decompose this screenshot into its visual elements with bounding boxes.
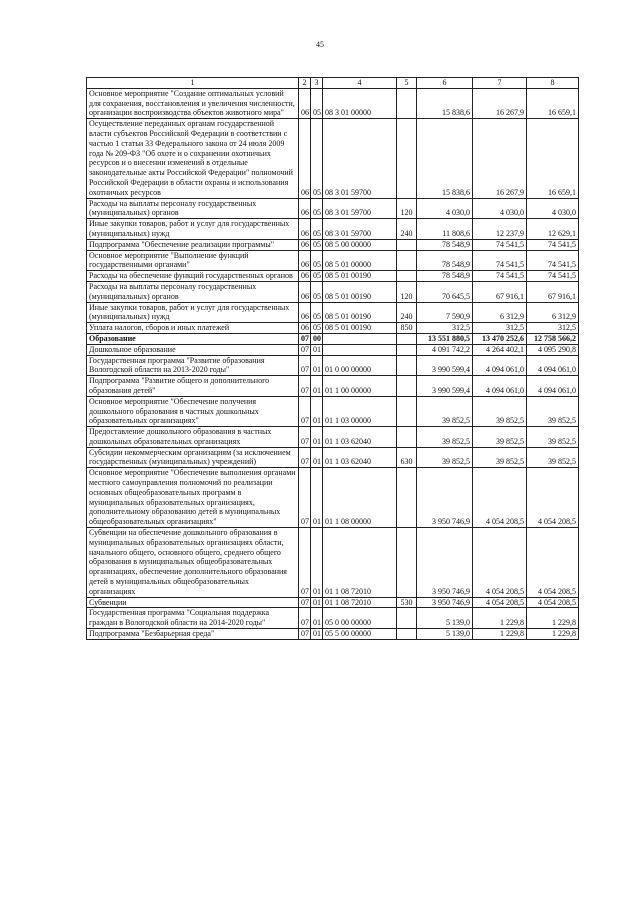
- subsection-code: 05: [311, 198, 323, 219]
- table-row: [87, 239, 579, 250]
- amount-col-8: 74 541,5: [527, 271, 579, 282]
- amount-col-6: 39 852,5: [417, 447, 473, 468]
- table-row: [87, 119, 579, 198]
- amount-col-8: 12 629,1: [527, 219, 579, 240]
- amount-col-8: 12 758 566,2: [527, 333, 579, 344]
- section-code: 06: [299, 302, 311, 323]
- target-article-code: 01 0 00 00000: [323, 355, 397, 376]
- amount-col-7: 74 541,5: [473, 271, 527, 282]
- target-article-code: [323, 333, 397, 344]
- target-article-code: 05 0 00 00000: [323, 608, 397, 629]
- target-article-code: 01 1 08 72010: [323, 528, 397, 598]
- amount-col-8: 16 659,1: [527, 119, 579, 198]
- expense-type-code: [397, 119, 417, 198]
- header-cell: 6: [417, 78, 473, 89]
- subsection-code: 05: [311, 281, 323, 302]
- expense-type-code: [397, 608, 417, 629]
- section-code: 06: [299, 250, 311, 271]
- subsection-code: 05: [311, 88, 323, 118]
- expense-type-code: 530: [397, 597, 417, 608]
- table-row: [87, 271, 579, 282]
- item-name: Основное мероприятие "Обеспечение выполнения органами местного самоуправления полномочий по реализации основных общеобразовательных программ в муниципальных образовательных организациях, дополнительному образованию детей в муниципальных общеобразовательных организациях": [87, 468, 299, 528]
- expense-type-code: [397, 271, 417, 282]
- amount-col-8: 4 054 208,5: [527, 468, 579, 528]
- amount-col-7: 312,5: [473, 323, 527, 334]
- expense-type-code: 240: [397, 219, 417, 240]
- item-name: Подпрограмма "Развитие общего и дополнительного образования детей": [87, 376, 299, 397]
- section-code: 07: [299, 355, 311, 376]
- subsection-code: 05: [311, 323, 323, 334]
- amount-col-6: 78 548,9: [417, 271, 473, 282]
- expense-type-code: [397, 468, 417, 528]
- amount-col-8: 6 312,9: [527, 302, 579, 323]
- expense-type-code: [397, 427, 417, 448]
- table-row: [87, 355, 579, 376]
- amount-col-8: 312,5: [527, 323, 579, 334]
- subsection-code: 01: [311, 396, 323, 426]
- table-row: [87, 468, 579, 528]
- header-cell: 1: [87, 78, 299, 89]
- expense-type-code: 850: [397, 323, 417, 334]
- expense-type-code: [397, 250, 417, 271]
- table-row: [87, 323, 579, 334]
- amount-col-8: 74 541,5: [527, 239, 579, 250]
- section-code: 07: [299, 597, 311, 608]
- expense-type-code: [397, 344, 417, 355]
- subsection-code: 05: [311, 219, 323, 240]
- target-article-code: 08 5 01 00190: [323, 323, 397, 334]
- amount-col-6: 3 950 746,9: [417, 528, 473, 598]
- item-name: Основное мероприятие "Обеспечение получения дошкольного образования в частных дошкольных образовательных организациях": [87, 396, 299, 426]
- header-cell: 7: [473, 78, 527, 89]
- expense-type-code: [397, 333, 417, 344]
- amount-col-7: 16 267,9: [473, 119, 527, 198]
- target-article-code: 01 1 00 00000: [323, 376, 397, 397]
- amount-col-8: 39 852,5: [527, 427, 579, 448]
- section-code: 06: [299, 281, 311, 302]
- subsection-code: 05: [311, 119, 323, 198]
- section-code: 06: [299, 271, 311, 282]
- header-row: [87, 78, 579, 89]
- subsection-code: 00: [311, 333, 323, 344]
- amount-col-7: 4 094 061,0: [473, 376, 527, 397]
- target-article-code: 01 1 03 62040: [323, 427, 397, 448]
- item-name: Основное мероприятие "Создание оптимальных условий для сохранения, восстановления и увеличения численности, организации воспроизводства объектов животного мира": [87, 88, 299, 118]
- subsection-code: 01: [311, 528, 323, 598]
- amount-col-7: 4 264 402,1: [473, 344, 527, 355]
- item-name: Уплата налогов, сборов и иных платежей: [87, 323, 299, 334]
- amount-col-8: 39 852,5: [527, 447, 579, 468]
- section-code: 06: [299, 323, 311, 334]
- header-cell: 2: [299, 78, 311, 89]
- amount-col-6: 78 548,9: [417, 250, 473, 271]
- amount-col-6: 70 645,5: [417, 281, 473, 302]
- budget-table: [86, 77, 579, 640]
- amount-col-7: 4 030,0: [473, 198, 527, 219]
- amount-col-6: 3 950 746,9: [417, 597, 473, 608]
- table-row: [87, 629, 579, 640]
- amount-col-6: 3 950 746,9: [417, 468, 473, 528]
- amount-col-8: 4 054 208,5: [527, 597, 579, 608]
- item-name: Предоставление дошкольного образования в частных дошкольных образовательных организациях: [87, 427, 299, 448]
- target-article-code: [323, 344, 397, 355]
- target-article-code: 01 1 08 00000: [323, 468, 397, 528]
- target-article-code: 01 1 03 62040: [323, 447, 397, 468]
- table-row: [87, 447, 579, 468]
- section-code: 07: [299, 396, 311, 426]
- item-name: Подпрограмма "Обеспечение реализации программы": [87, 239, 299, 250]
- item-name: Иные закупки товаров, работ и услуг для государственных (муниципальных) нужд: [87, 219, 299, 240]
- item-name: Субвенции: [87, 597, 299, 608]
- amount-col-8: 74 541,5: [527, 250, 579, 271]
- item-name: Расходы на выплаты персоналу государственных (муниципальных) органов: [87, 281, 299, 302]
- section-code: 06: [299, 88, 311, 118]
- item-name: Расходы на выплаты персоналу государственных (муниципальных) органов: [87, 198, 299, 219]
- amount-col-8: 1 229,8: [527, 629, 579, 640]
- amount-col-8: 67 916,1: [527, 281, 579, 302]
- subsection-code: 01: [311, 629, 323, 640]
- amount-col-6: 39 852,5: [417, 427, 473, 448]
- target-article-code: 08 3 01 59700: [323, 198, 397, 219]
- amount-col-8: 4 030,0: [527, 198, 579, 219]
- expense-type-code: 120: [397, 281, 417, 302]
- page-number: 45: [316, 40, 324, 49]
- section-code: 07: [299, 344, 311, 355]
- item-name: Субвенции на обеспечение дошкольного образования в муниципальных образовательных организациях области, начального общего, основного общего, среднего общего образования в муниципальных общеобразовательных организациях, обеспечение дополнительного образования детей в муниципальных общеобразовательных организациях: [87, 528, 299, 598]
- amount-col-8: 4 094 061,0: [527, 355, 579, 376]
- amount-col-6: 4 030,0: [417, 198, 473, 219]
- amount-col-7: 4 054 208,5: [473, 528, 527, 598]
- amount-col-7: 67 916,1: [473, 281, 527, 302]
- subsection-code: 01: [311, 447, 323, 468]
- target-article-code: 08 3 01 00000: [323, 88, 397, 118]
- section-code: 06: [299, 119, 311, 198]
- expense-type-code: 630: [397, 447, 417, 468]
- table-row: [87, 344, 579, 355]
- expense-type-code: [397, 528, 417, 598]
- amount-col-6: 78 548,9: [417, 239, 473, 250]
- subsection-code: 05: [311, 302, 323, 323]
- section-code: 07: [299, 447, 311, 468]
- header-cell: 4: [323, 78, 397, 89]
- amount-col-7: 4 054 208,5: [473, 468, 527, 528]
- amount-col-6: 5 139,0: [417, 629, 473, 640]
- amount-col-8: 1 229,8: [527, 608, 579, 629]
- section-code: 07: [299, 427, 311, 448]
- table-body: [87, 88, 579, 639]
- amount-col-7: 4 054 208,5: [473, 597, 527, 608]
- subsection-code: 01: [311, 427, 323, 448]
- item-name: Дошкольное образование: [87, 344, 299, 355]
- table-row: [87, 198, 579, 219]
- amount-col-6: 3 990 599,4: [417, 376, 473, 397]
- table-row: [87, 597, 579, 608]
- item-name: Расходы на обеспечение функций государственных органов: [87, 271, 299, 282]
- amount-col-6: 4 091 742,2: [417, 344, 473, 355]
- expense-type-code: [397, 88, 417, 118]
- section-code: 06: [299, 239, 311, 250]
- target-article-code: 08 5 01 00000: [323, 250, 397, 271]
- subsection-code: 01: [311, 355, 323, 376]
- table-row: [87, 302, 579, 323]
- expense-type-code: [397, 376, 417, 397]
- table-row: [87, 396, 579, 426]
- expense-type-code: [397, 396, 417, 426]
- target-article-code: 01 1 03 00000: [323, 396, 397, 426]
- amount-col-7: 4 094 061,0: [473, 355, 527, 376]
- amount-col-6: 15 838,6: [417, 88, 473, 118]
- subsection-code: 01: [311, 344, 323, 355]
- amount-col-7: 12 237,9: [473, 219, 527, 240]
- subsection-code: 01: [311, 608, 323, 629]
- amount-col-7: 39 852,5: [473, 396, 527, 426]
- target-article-code: 08 5 01 00190: [323, 281, 397, 302]
- table-row: [87, 219, 579, 240]
- amount-col-6: 11 808,6: [417, 219, 473, 240]
- amount-col-7: 74 541,5: [473, 239, 527, 250]
- item-name: Образование: [87, 333, 299, 344]
- table-row: [87, 376, 579, 397]
- amount-col-7: 39 852,5: [473, 447, 527, 468]
- expense-type-code: 240: [397, 302, 417, 323]
- amount-col-7: 16 267,9: [473, 88, 527, 118]
- item-name: Субсидии некоммерческим организациям (за исключением государственных (муниципальных) учреждений): [87, 447, 299, 468]
- item-name: Основное мероприятие "Выполнение функций государственными органами": [87, 250, 299, 271]
- amount-col-7: 39 852,5: [473, 427, 527, 448]
- target-article-code: 08 5 00 00000: [323, 239, 397, 250]
- target-article-code: 08 3 01 59700: [323, 119, 397, 198]
- header-cell: 8: [527, 78, 579, 89]
- subsection-code: 05: [311, 239, 323, 250]
- header-cell: 3: [311, 78, 323, 89]
- item-name: Осуществление переданных органам государственной власти субъектов Российской Федерации в соответствии с частью 1 статьи 33 Федерального закона от 24 июля 2009 года № 209-ФЗ "Об охоте и о сохранении охотничьих ресурсов и о внесении изменений в отдельные законодательные акты Российской Федерации" полномочий Российской Федерации в области охраны и использования охотничьих ресурсов: [87, 119, 299, 198]
- table-row: [87, 528, 579, 598]
- target-article-code: 08 5 01 00190: [323, 302, 397, 323]
- item-name: Государственная программа "Социальная поддержка граждан в Вологодской области на 2014-2020 годы": [87, 608, 299, 629]
- target-article-code: 05 5 00 00000: [323, 629, 397, 640]
- section-code: 07: [299, 528, 311, 598]
- table-row: [87, 281, 579, 302]
- amount-col-7: 6 312,9: [473, 302, 527, 323]
- amount-col-7: 1 229,8: [473, 608, 527, 629]
- amount-col-6: 7 590,9: [417, 302, 473, 323]
- amount-col-6: 39 852,5: [417, 396, 473, 426]
- amount-col-8: 4 095 290,8: [527, 344, 579, 355]
- target-article-code: 01 1 08 72010: [323, 597, 397, 608]
- amount-col-6: 3 990 599,4: [417, 355, 473, 376]
- amount-col-7: 13 470 252,6: [473, 333, 527, 344]
- amount-col-8: 39 852,5: [527, 396, 579, 426]
- section-code: 06: [299, 198, 311, 219]
- expense-type-code: [397, 629, 417, 640]
- section-code: 07: [299, 608, 311, 629]
- amount-col-7: 74 541,5: [473, 250, 527, 271]
- item-name: Государственная программа "Развитие образования Вологодской области на 2013-2020 годы": [87, 355, 299, 376]
- section-code: 06: [299, 219, 311, 240]
- subsection-code: 01: [311, 597, 323, 608]
- amount-col-6: 13 551 880,5: [417, 333, 473, 344]
- subsection-code: 01: [311, 376, 323, 397]
- amount-col-6: 312,5: [417, 323, 473, 334]
- amount-col-7: 1 229,8: [473, 629, 527, 640]
- table-row: [87, 250, 579, 271]
- section-code: 07: [299, 333, 311, 344]
- expense-type-code: [397, 355, 417, 376]
- expense-type-code: 120: [397, 198, 417, 219]
- amount-col-6: 15 838,6: [417, 119, 473, 198]
- target-article-code: 08 3 01 59700: [323, 219, 397, 240]
- section-code: 07: [299, 376, 311, 397]
- table-row: [87, 427, 579, 448]
- table-row: [87, 333, 579, 344]
- header-cell: 5: [397, 78, 417, 89]
- amount-col-8: 4 054 208,5: [527, 528, 579, 598]
- section-code: 07: [299, 629, 311, 640]
- table-row: [87, 88, 579, 118]
- table-row: [87, 608, 579, 629]
- item-name: Иные закупки товаров, работ и услуг для государственных (муниципальных) нужд: [87, 302, 299, 323]
- amount-col-8: 4 094 061,0: [527, 376, 579, 397]
- subsection-code: 05: [311, 250, 323, 271]
- target-article-code: 08 5 01 00190: [323, 271, 397, 282]
- subsection-code: 01: [311, 468, 323, 528]
- section-code: 07: [299, 468, 311, 528]
- amount-col-6: 5 139,0: [417, 608, 473, 629]
- amount-col-8: 16 659,1: [527, 88, 579, 118]
- expense-type-code: [397, 239, 417, 250]
- item-name: Подпрограмма "Безбарьерная среда": [87, 629, 299, 640]
- subsection-code: 05: [311, 271, 323, 282]
